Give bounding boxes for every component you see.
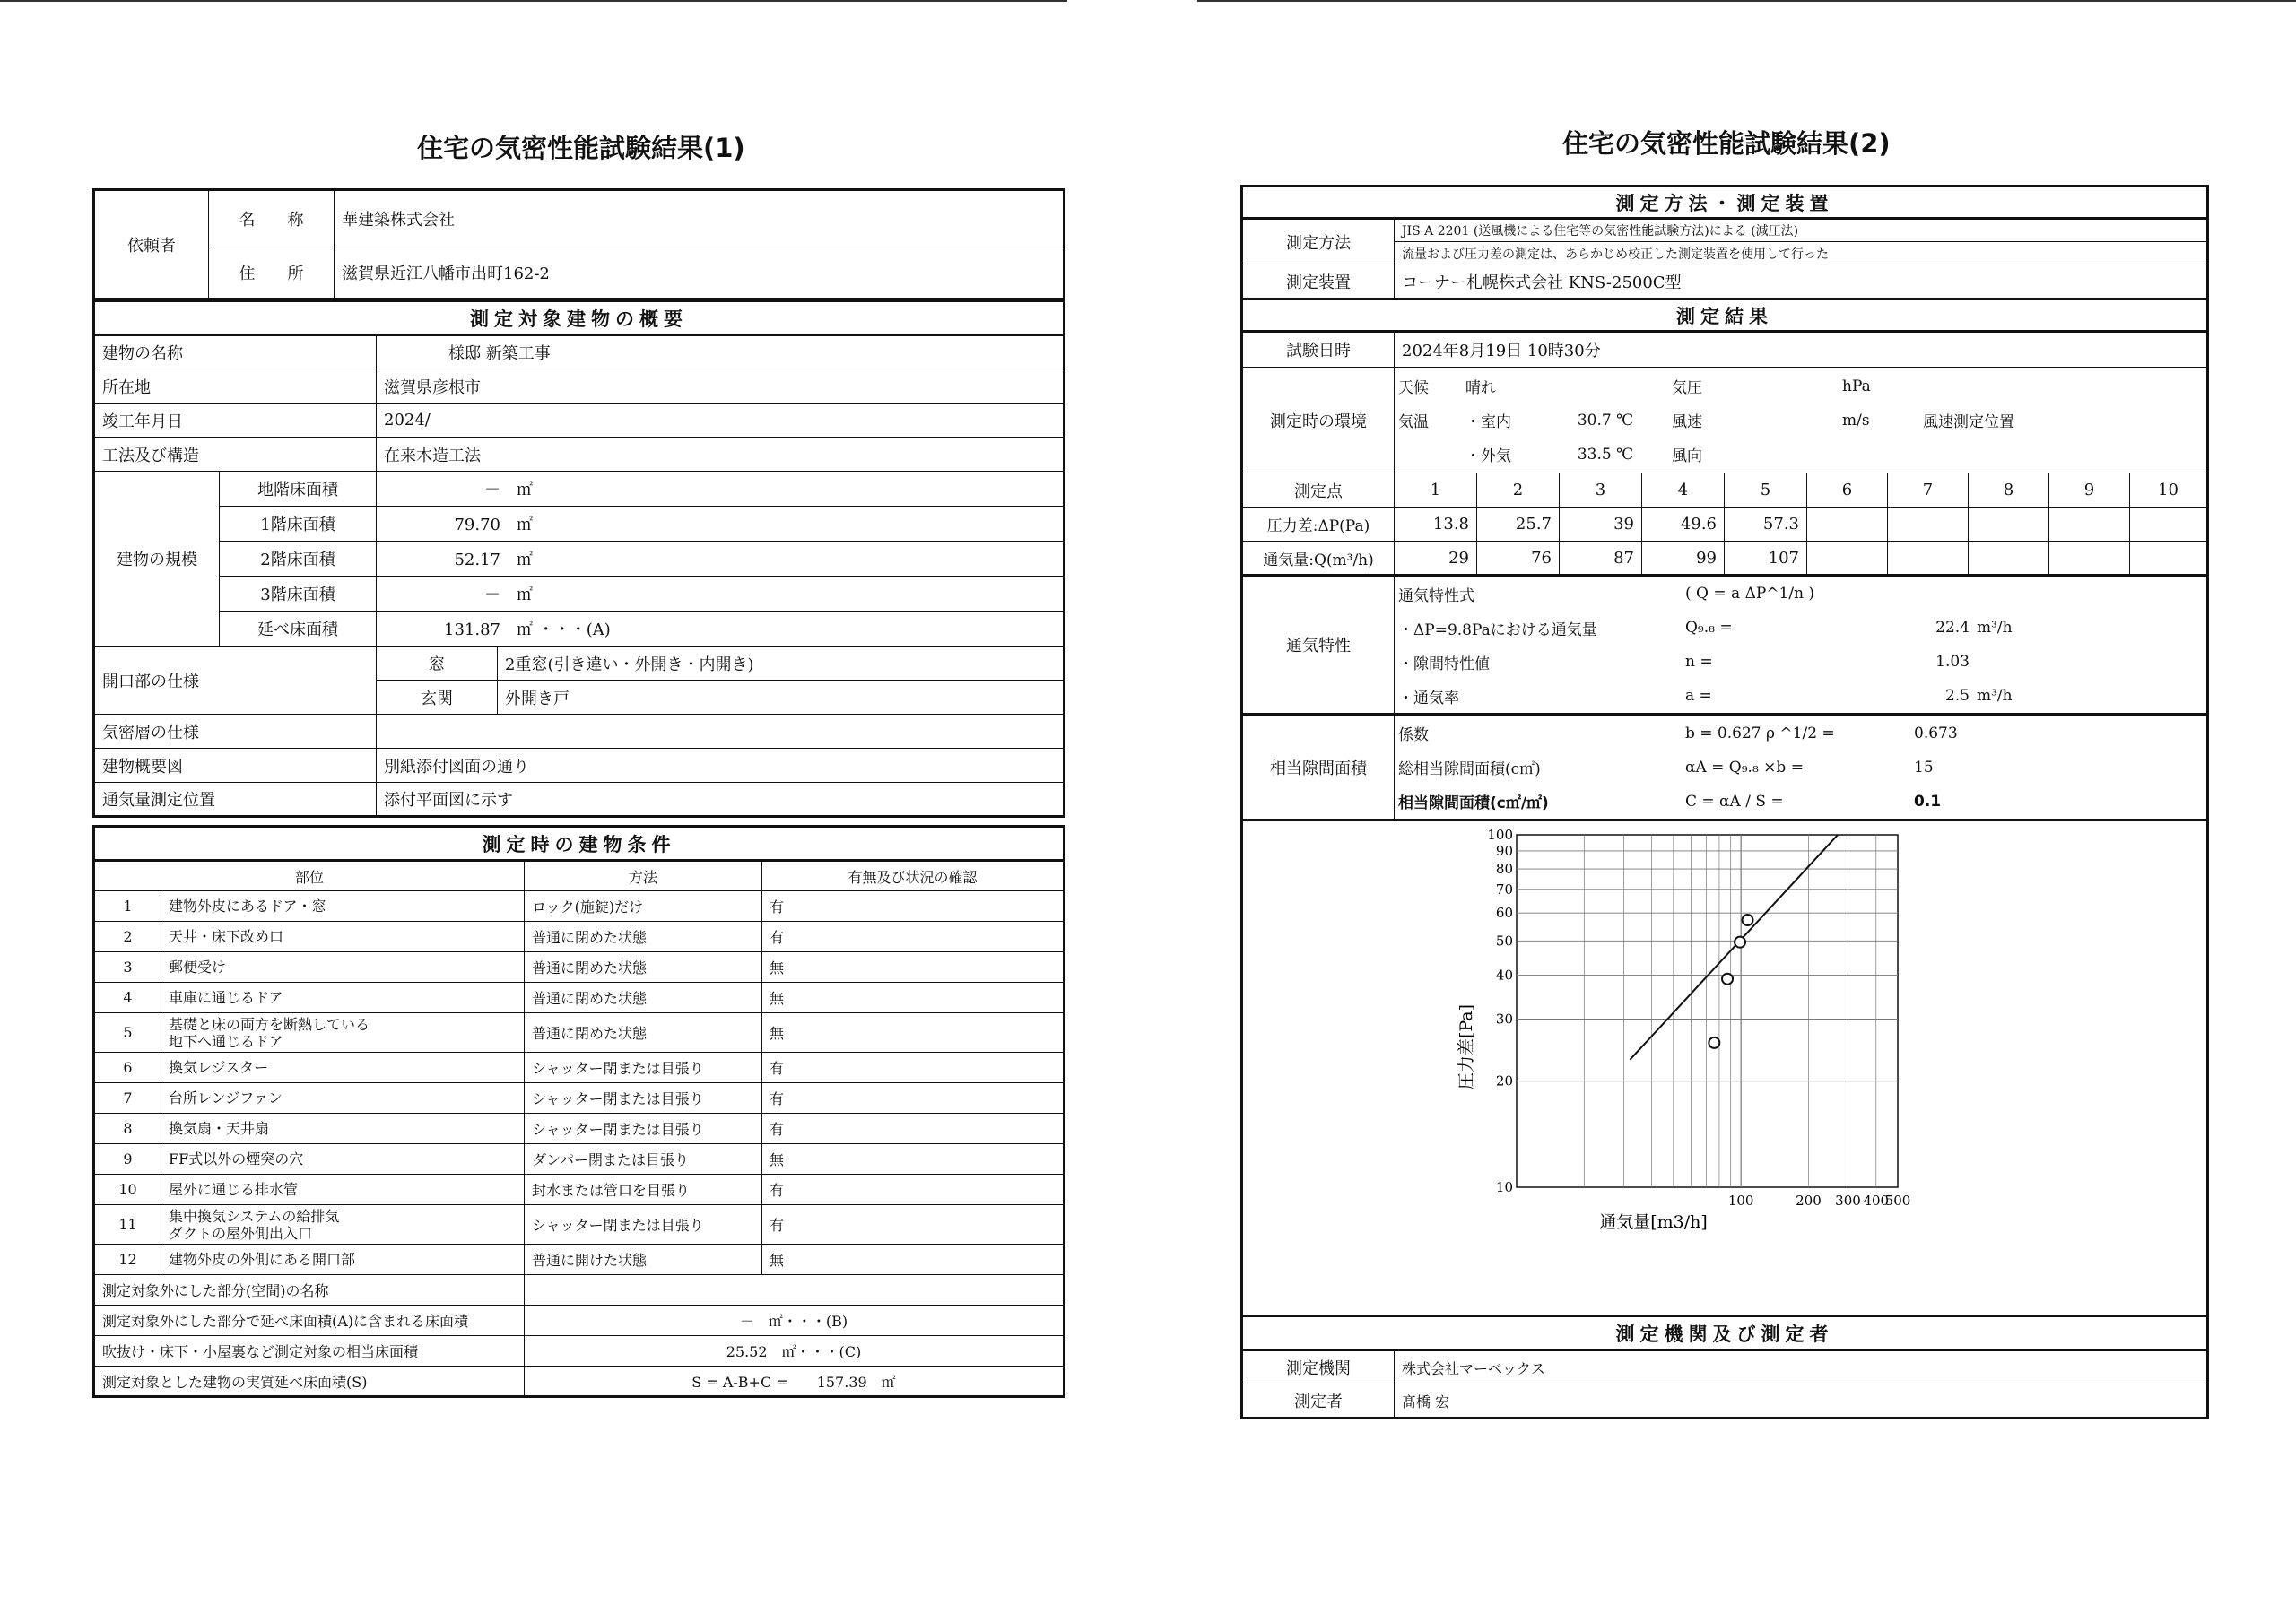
data-point xyxy=(1709,1037,1719,1048)
ov-more-label: 建物概要図 xyxy=(94,749,377,783)
condition-method: ダンパー閉または目張り xyxy=(525,1144,762,1175)
ov-label: 建物の名称 xyxy=(94,335,377,369)
formula: ( Q = a ΔP^1/n ) xyxy=(1685,585,1815,603)
condition-status: 有 xyxy=(762,891,1065,922)
condition-status: 有 xyxy=(762,1205,1065,1245)
condition-no: 3 xyxy=(94,952,161,983)
ov-label: 所在地 xyxy=(94,369,377,404)
y-tick-label: 100 xyxy=(1487,827,1513,843)
client-table xyxy=(92,188,1065,300)
condition-part xyxy=(161,1205,525,1245)
results-table xyxy=(1240,185,2209,1419)
a-sym: a = xyxy=(1685,687,1712,705)
q-cell xyxy=(2130,542,2208,576)
point-cell: 2 xyxy=(1477,473,1560,508)
condition-part-line: 車庫に通じるドア xyxy=(169,989,283,1006)
y-tick-label: 90 xyxy=(1495,842,1513,859)
condition-part-line: 地下へ通じるドア xyxy=(169,1032,283,1050)
point-cell: 5 xyxy=(1725,473,1807,508)
opening-item-value: 2重窓(引き違い・外開き・内開き) xyxy=(498,647,1065,681)
coef-label: 係数 xyxy=(1398,726,1429,744)
ov-value: 滋賀県彦根市 xyxy=(377,369,1065,404)
condition-part xyxy=(161,1083,525,1114)
condition-part-line: 屋外に通じる排水管 xyxy=(169,1181,299,1198)
condition-part-line: ダクトの屋外側出入口 xyxy=(169,1224,313,1242)
org-header: 測定機関及び測定者 xyxy=(1242,1316,2208,1350)
cond-footer-value: S = A-B+C = 157.39 ㎡ xyxy=(525,1367,1065,1397)
condition-row xyxy=(94,983,1065,1013)
data-point xyxy=(1722,974,1733,985)
c-label: 相当隙間面積(c㎡/㎡) xyxy=(1398,794,1549,812)
scale-item-value: 131.87 ㎡ ・・・(A) xyxy=(377,612,1065,647)
condition-no: 12 xyxy=(94,1245,161,1275)
cond-footer-label: 測定対象外にした部分(空間)の名称 xyxy=(94,1275,525,1306)
point-cell: 4 xyxy=(1642,473,1725,508)
condition-part-line: FF式以外の煙突の穴 xyxy=(169,1150,304,1167)
opening-item-label: 窓 xyxy=(377,647,498,681)
y-tick-label: 80 xyxy=(1495,861,1513,878)
env-grid xyxy=(1395,369,2206,472)
ov-value: 在来木造工法 xyxy=(377,438,1065,472)
client-name: 華建築株式会社 xyxy=(335,190,1065,247)
x-tick-label: 400 xyxy=(1863,1193,1890,1209)
dp-cell: 25.7 xyxy=(1477,508,1560,542)
scale-label: 建物の規模 xyxy=(94,472,220,647)
a-label: ・通気率 xyxy=(1398,689,1459,707)
cond-footer-label: 吹抜け・床下・小屋裏など測定対象の相当床面積 xyxy=(94,1336,525,1367)
y-tick-label: 10 xyxy=(1495,1179,1513,1195)
coef-value: 0.673 xyxy=(1914,724,1958,742)
condition-method: シャッター閉または目張り xyxy=(525,1114,762,1144)
wind-label: 風速 xyxy=(1672,413,1702,431)
condition-status: 有 xyxy=(762,1053,1065,1083)
point-cell: 10 xyxy=(2130,473,2208,508)
dp-cell: 13.8 xyxy=(1395,508,1477,542)
condition-part-line: 郵便受け xyxy=(169,959,227,976)
scale-item-value: 79.70 ㎡ xyxy=(377,507,1065,542)
char-grid xyxy=(1395,577,2206,713)
q-label: 通気量:Q(m³/h) xyxy=(1242,542,1395,576)
scale-item-value: 52.17 ㎡ xyxy=(377,542,1065,577)
data-point xyxy=(1735,937,1745,948)
scale-item-label: 延べ床面積 xyxy=(220,612,377,647)
condition-method: シャッター閉または目張り xyxy=(525,1205,762,1245)
x-tick-label: 200 xyxy=(1796,1193,1822,1209)
conditions-rows xyxy=(94,891,1065,1275)
condition-row xyxy=(94,1114,1065,1144)
person-value: 髙橋 宏 xyxy=(1395,1384,2208,1419)
env-label: 測定時の環境 xyxy=(1242,368,1395,473)
x-tick-label: 100 xyxy=(1727,1193,1754,1209)
scale-item-label: 2階床面積 xyxy=(220,542,377,577)
q98-label: ・ΔP=9.8Paにおける通気量 xyxy=(1398,621,1597,639)
scale-item-value: － ㎡ xyxy=(377,472,1065,507)
condition-status: 無 xyxy=(762,1013,1065,1053)
dp-cell: 57.3 xyxy=(1725,508,1807,542)
client-name-label: 名 称 xyxy=(209,190,335,247)
ov-more-value xyxy=(377,715,1065,749)
dp-cell xyxy=(1807,508,1888,542)
y-tick-label: 50 xyxy=(1495,933,1513,950)
cond-footer-label: 測定対象とした建物の実質延べ床面積(S) xyxy=(94,1367,525,1397)
fit-line xyxy=(1630,835,1838,1060)
x-axis-label: 通気量[m3/h] xyxy=(1599,1212,1708,1232)
point-cell: 1 xyxy=(1395,473,1477,508)
condition-part-line: 天井・床下改め口 xyxy=(169,928,284,945)
q-cell: 107 xyxy=(1725,542,1807,576)
condition-status: 有 xyxy=(762,1175,1065,1205)
client-label: 依頼者 xyxy=(94,190,209,299)
overview-table xyxy=(92,299,1065,818)
weather-label: 天候 xyxy=(1398,379,1429,397)
indoor-value: 30.7 ℃ xyxy=(1577,411,1634,430)
method-line1: JIS A 2201 (送風機による住宅等の気密性能試験方法)による (減圧法) xyxy=(1395,219,2208,242)
total-label: 総相当隙間面積(c㎡) xyxy=(1398,760,1541,778)
method-label: 測定方法 xyxy=(1242,219,1395,265)
point-cell: 8 xyxy=(1969,473,2049,508)
char-label: 通気特性 xyxy=(1242,576,1395,715)
condition-row xyxy=(94,922,1065,952)
condition-no: 4 xyxy=(94,983,161,1013)
condition-status: 有 xyxy=(762,1114,1065,1144)
condition-part-line: 基礎と床の両方を断熱している xyxy=(169,1015,370,1033)
y-tick-label: 20 xyxy=(1495,1072,1513,1089)
condition-method: 普通に閉めた状態 xyxy=(525,1013,762,1053)
ov-value: 様邸 新築工事 xyxy=(377,335,1065,369)
condition-row xyxy=(94,1083,1065,1114)
scale-item-label: 地階床面積 xyxy=(220,472,377,507)
condition-row xyxy=(94,1175,1065,1205)
condition-no: 2 xyxy=(94,922,161,952)
data-point xyxy=(1743,915,1753,925)
n-value: 1.03 xyxy=(1935,653,1970,671)
formula-label: 通気特性式 xyxy=(1398,586,1474,605)
winddir-label: 風向 xyxy=(1672,447,1702,465)
a-value: 2.5 xyxy=(1944,687,1970,705)
condition-part xyxy=(161,952,525,983)
point-cell: 7 xyxy=(1888,473,1969,508)
q-cell xyxy=(2049,542,2130,576)
scale-item-label: 3階床面積 xyxy=(220,577,377,612)
condition-no: 5 xyxy=(94,1013,161,1053)
method-line2: 流量および圧力差の測定は、あらかじめ校正した測定装置を使用して行った xyxy=(1395,242,2208,265)
weather-value: 晴れ xyxy=(1465,379,1496,397)
condition-part-line: 換気レジスター xyxy=(169,1059,269,1076)
condition-no: 1 xyxy=(94,891,161,922)
condition-row xyxy=(94,1013,1065,1053)
point-cell: 6 xyxy=(1807,473,1888,508)
ov-more-value: 別紙添付図面の通り xyxy=(377,749,1065,783)
pressure-unit: hPa xyxy=(1842,377,1871,395)
outdoor-value: 33.5 ℃ xyxy=(1577,445,1634,464)
y-tick-label: 70 xyxy=(1495,881,1513,898)
q-cell: 99 xyxy=(1642,542,1725,576)
scale-item-value: － ㎡ xyxy=(377,577,1065,612)
condition-status: 無 xyxy=(762,1245,1065,1275)
temp-label: 気温 xyxy=(1398,413,1429,431)
dp-cell: 39 xyxy=(1560,508,1642,542)
x-tick-label: 300 xyxy=(1835,1193,1861,1209)
opening-item-value: 外開き戸 xyxy=(498,681,1065,715)
point-cell: 3 xyxy=(1560,473,1642,508)
dp-cell: 49.6 xyxy=(1642,508,1725,542)
date-label: 試験日時 xyxy=(1242,332,1395,368)
y-axis-label: 圧力差[Pa] xyxy=(1457,1003,1476,1090)
ov-label: 工法及び構造 xyxy=(94,438,377,472)
y-tick-label: 60 xyxy=(1495,905,1513,922)
q-cell: 29 xyxy=(1395,542,1477,576)
condition-row xyxy=(94,1245,1065,1275)
condition-no: 7 xyxy=(94,1083,161,1114)
device-label: 測定装置 xyxy=(1242,265,1395,299)
condition-status: 有 xyxy=(762,1083,1065,1114)
overview-header: 測定対象建物の概要 xyxy=(94,301,1065,335)
wind-unit: m/s xyxy=(1842,411,1870,430)
client-addr-label: 住 所 xyxy=(209,247,335,299)
q-cell xyxy=(1888,542,1969,576)
dp-cell xyxy=(1969,508,2049,542)
dp-label: 圧力差:ΔP(Pa) xyxy=(1242,508,1395,542)
q-cell: 87 xyxy=(1560,542,1642,576)
condition-method: 普通に閉めた状態 xyxy=(525,983,762,1013)
method-header: 測定方法・測定装置 xyxy=(1242,187,2208,219)
right-page-title: 住宅の気密性能試験結果(2) xyxy=(1562,128,1891,159)
indoor-label: ・室内 xyxy=(1465,413,1511,431)
ov-value: 2024/ xyxy=(377,404,1065,438)
condition-method: 普通に閉めた状態 xyxy=(525,922,762,952)
q-cell: 76 xyxy=(1477,542,1560,576)
dp-cell xyxy=(2049,508,2130,542)
q98-sym: Q₉.₈ = xyxy=(1685,619,1733,637)
condition-status: 無 xyxy=(762,1144,1065,1175)
condition-row xyxy=(94,1144,1065,1175)
y-tick-label: 40 xyxy=(1495,967,1513,984)
scale-item-label: 1階床面積 xyxy=(220,507,377,542)
total-sym: αA = Q₉.₈ ×b = xyxy=(1685,758,1804,777)
outdoor-label: ・外気 xyxy=(1465,447,1511,465)
condition-part xyxy=(161,922,525,952)
condition-method: 普通に開けた状態 xyxy=(525,1245,762,1275)
condition-row xyxy=(94,891,1065,922)
condition-method: 普通に閉めた状態 xyxy=(525,952,762,983)
condition-status: 有 xyxy=(762,922,1065,952)
condition-part xyxy=(161,1175,525,1205)
condition-no: 8 xyxy=(94,1114,161,1144)
n-sym: n = xyxy=(1685,653,1713,671)
condition-part xyxy=(161,891,525,922)
coef-sym: b = 0.627 ρ ^1/2 = xyxy=(1685,724,1835,742)
n-label: ・隙間特性値 xyxy=(1398,655,1490,673)
env-cell xyxy=(1395,368,2208,473)
condition-part xyxy=(161,1245,525,1275)
col-method: 方法 xyxy=(525,861,762,891)
c-sym: C = αA / S = xyxy=(1685,792,1784,811)
cond-footer-label: 測定対象外にした部分で延べ床面積(A)に含まれる床面積 xyxy=(94,1306,525,1336)
opening-item-label: 玄関 xyxy=(377,681,498,715)
pressure-label: 気圧 xyxy=(1672,379,1702,397)
points-label: 測定点 xyxy=(1242,473,1395,508)
device-value: コーナー札幌株式会社 KNS-2500C型 xyxy=(1395,265,2208,299)
condition-method: シャッター閉または目張り xyxy=(525,1083,762,1114)
condition-part xyxy=(161,1053,525,1083)
condition-method: 封水または管口を目張り xyxy=(525,1175,762,1205)
condition-status: 無 xyxy=(762,983,1065,1013)
gap-cell xyxy=(1395,715,2208,820)
ov-more-label: 通気量測定位置 xyxy=(94,783,377,817)
condition-row xyxy=(94,952,1065,983)
conditions-header: 測定時の建物条件 xyxy=(94,827,1065,861)
chart-cell xyxy=(1242,820,2208,1316)
conditions-table xyxy=(92,825,1065,1398)
q98-unit: m³/h xyxy=(1977,619,2013,637)
condition-method: シャッター閉または目張り xyxy=(525,1053,762,1083)
condition-part xyxy=(161,1114,525,1144)
y-tick-label: 30 xyxy=(1495,1011,1513,1028)
col-status: 有無及び状況の確認 xyxy=(762,861,1065,891)
condition-method: ロック(施錠)だけ xyxy=(525,891,762,922)
condition-part-line: 建物外皮にあるドア・窓 xyxy=(169,898,326,915)
condition-part-line: 集中換気システムの給排気 xyxy=(169,1207,340,1225)
condition-no: 9 xyxy=(94,1144,161,1175)
ov-more-value: 添付平面図に示す xyxy=(377,783,1065,817)
person-label: 測定者 xyxy=(1242,1384,1395,1419)
condition-part xyxy=(161,1144,525,1175)
a-unit: m³/h xyxy=(1977,687,2013,705)
results-header: 測定結果 xyxy=(1242,299,2208,332)
col-part: 部位 xyxy=(94,861,525,891)
cond-footer-value xyxy=(525,1275,1065,1306)
condition-part xyxy=(161,983,525,1013)
ov-more-label: 気密層の仕様 xyxy=(94,715,377,749)
condition-row xyxy=(94,1053,1065,1083)
c-value: 0.1 xyxy=(1914,792,1942,811)
condition-row xyxy=(94,1205,1065,1245)
q98-value: 22.4 xyxy=(1935,619,1970,637)
total-value: 15 xyxy=(1914,758,1934,777)
condition-part-line: 建物外皮の外側にある開口部 xyxy=(169,1251,356,1268)
opening-label: 開口部の仕様 xyxy=(94,647,377,715)
point-cell: 9 xyxy=(2049,473,2130,508)
condition-part-line: 換気扇・天井扇 xyxy=(169,1120,270,1137)
char-cell xyxy=(1395,576,2208,715)
dp-cell xyxy=(2130,508,2208,542)
x-tick-label: 500 xyxy=(1884,1193,1911,1209)
pressure-flow-chart xyxy=(1243,821,2208,1315)
org-value: 株式会社マーベックス xyxy=(1395,1350,2208,1384)
dp-cell xyxy=(1888,508,1969,542)
gap-label: 相当隙間面積 xyxy=(1242,715,1395,820)
gap-grid xyxy=(1395,716,2206,819)
condition-no: 10 xyxy=(94,1175,161,1205)
cond-footer-value: － ㎡・・・(B) xyxy=(525,1306,1065,1336)
condition-status: 無 xyxy=(762,952,1065,983)
condition-no: 6 xyxy=(94,1053,161,1083)
condition-part-line: 台所レンジファン xyxy=(169,1089,283,1107)
wind-pos-label: 風速測定位置 xyxy=(1923,413,2014,431)
left-page-title: 住宅の気密性能試験結果(1) xyxy=(417,133,745,163)
condition-no: 11 xyxy=(94,1205,161,1245)
plot-frame xyxy=(1517,835,1898,1187)
condition-part xyxy=(161,1013,525,1053)
org-label: 測定機関 xyxy=(1242,1350,1395,1384)
q-cell xyxy=(1807,542,1888,576)
q-cell xyxy=(1969,542,2049,576)
client-addr: 滋賀県近江八幡市出町162-2 xyxy=(335,247,1065,299)
date-value: 2024年8月19日 10時30分 xyxy=(1395,332,2208,368)
ov-label: 竣工年月日 xyxy=(94,404,377,438)
cond-footer-value: 25.52 ㎡・・・(C) xyxy=(525,1336,1065,1367)
